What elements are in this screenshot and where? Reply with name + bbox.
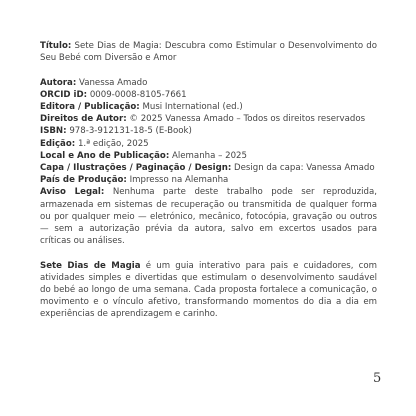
design-label: Capa / Ilustrações / Paginação / Design:	[40, 163, 232, 174]
author-line	[40, 77, 377, 89]
isbn-label: ISBN:	[40, 126, 67, 137]
legal-notice	[40, 186, 377, 247]
legal-notice-text: Nenhuma parte deste trabalho pode ser reproduzida, armazenada em sistemas de recuperação ou transmitida de qualquer forma ou por qualquer meio — eletrónico, mecânico, fotocópia, gravação ou outros — sem a autorização prévia da autora, salvo em excertos usados para críticas ou análises.	[40, 187, 378, 247]
isbn-value: 978-3-912131-18-5 (E-Book)	[69, 126, 192, 137]
copyright-block	[40, 40, 377, 321]
edition-line	[40, 138, 377, 150]
description-text: é um guia interativo para pais e cuidadores, com atividades simples e divertidas que estimulam o desenvolvimento saudável do bebé ao longo de uma semana. Cada proposta fortalece a comunicação, o movimento e o vínculo afetivo, transformando momentos do dia a dia em experiências de aprendizagem e carinho.	[40, 260, 377, 320]
publisher-value: Musi International (ed.)	[142, 102, 243, 112]
page-number: 5	[373, 371, 382, 386]
author-value: Vanessa Amado	[79, 77, 148, 88]
spacer	[40, 64, 377, 76]
orcid-value: 0009-0008-8105-7661	[89, 89, 187, 100]
place-year-label: Local e Ano de Publicação:	[40, 150, 170, 161]
isbn-line	[40, 125, 377, 137]
title-label: Título:	[40, 41, 72, 51]
edition-label: Edição:	[40, 138, 76, 149]
copyright-label: Direitos de Autor:	[40, 114, 127, 125]
orcid-line	[40, 89, 377, 101]
place-year-line	[40, 150, 377, 162]
publisher-line	[40, 101, 377, 113]
copyright-line	[40, 113, 377, 125]
title-line	[40, 40, 377, 64]
place-year-value: Alemanha – 2025	[172, 150, 247, 161]
book-description	[40, 260, 377, 321]
spacer	[40, 247, 377, 259]
design-value: Design da capa: Vanessa Amado	[234, 163, 375, 174]
orcid-label: ORCID iD:	[40, 89, 88, 100]
design-line	[40, 162, 377, 174]
description-book-name: Sete Dias de Magia	[40, 260, 141, 271]
legal-notice-label: Aviso Legal:	[40, 187, 105, 198]
author-label: Autora:	[40, 77, 77, 88]
production-country-value: Impresso na Alemanha	[129, 175, 229, 186]
production-country-line	[40, 174, 377, 186]
copyright-value: © 2025 Vanessa Amado – Todos os direitos reservados	[129, 114, 366, 125]
title-value: Sete Dias de Magia: Descubra como Estimular o Desenvolvimento do Seu Bebé com Diversão e Amor	[40, 41, 377, 64]
publisher-label: Editora / Publicação:	[40, 102, 140, 112]
edition-value: 1.ª edição, 2025	[77, 138, 149, 149]
production-country-label: País de Produção:	[40, 175, 127, 186]
